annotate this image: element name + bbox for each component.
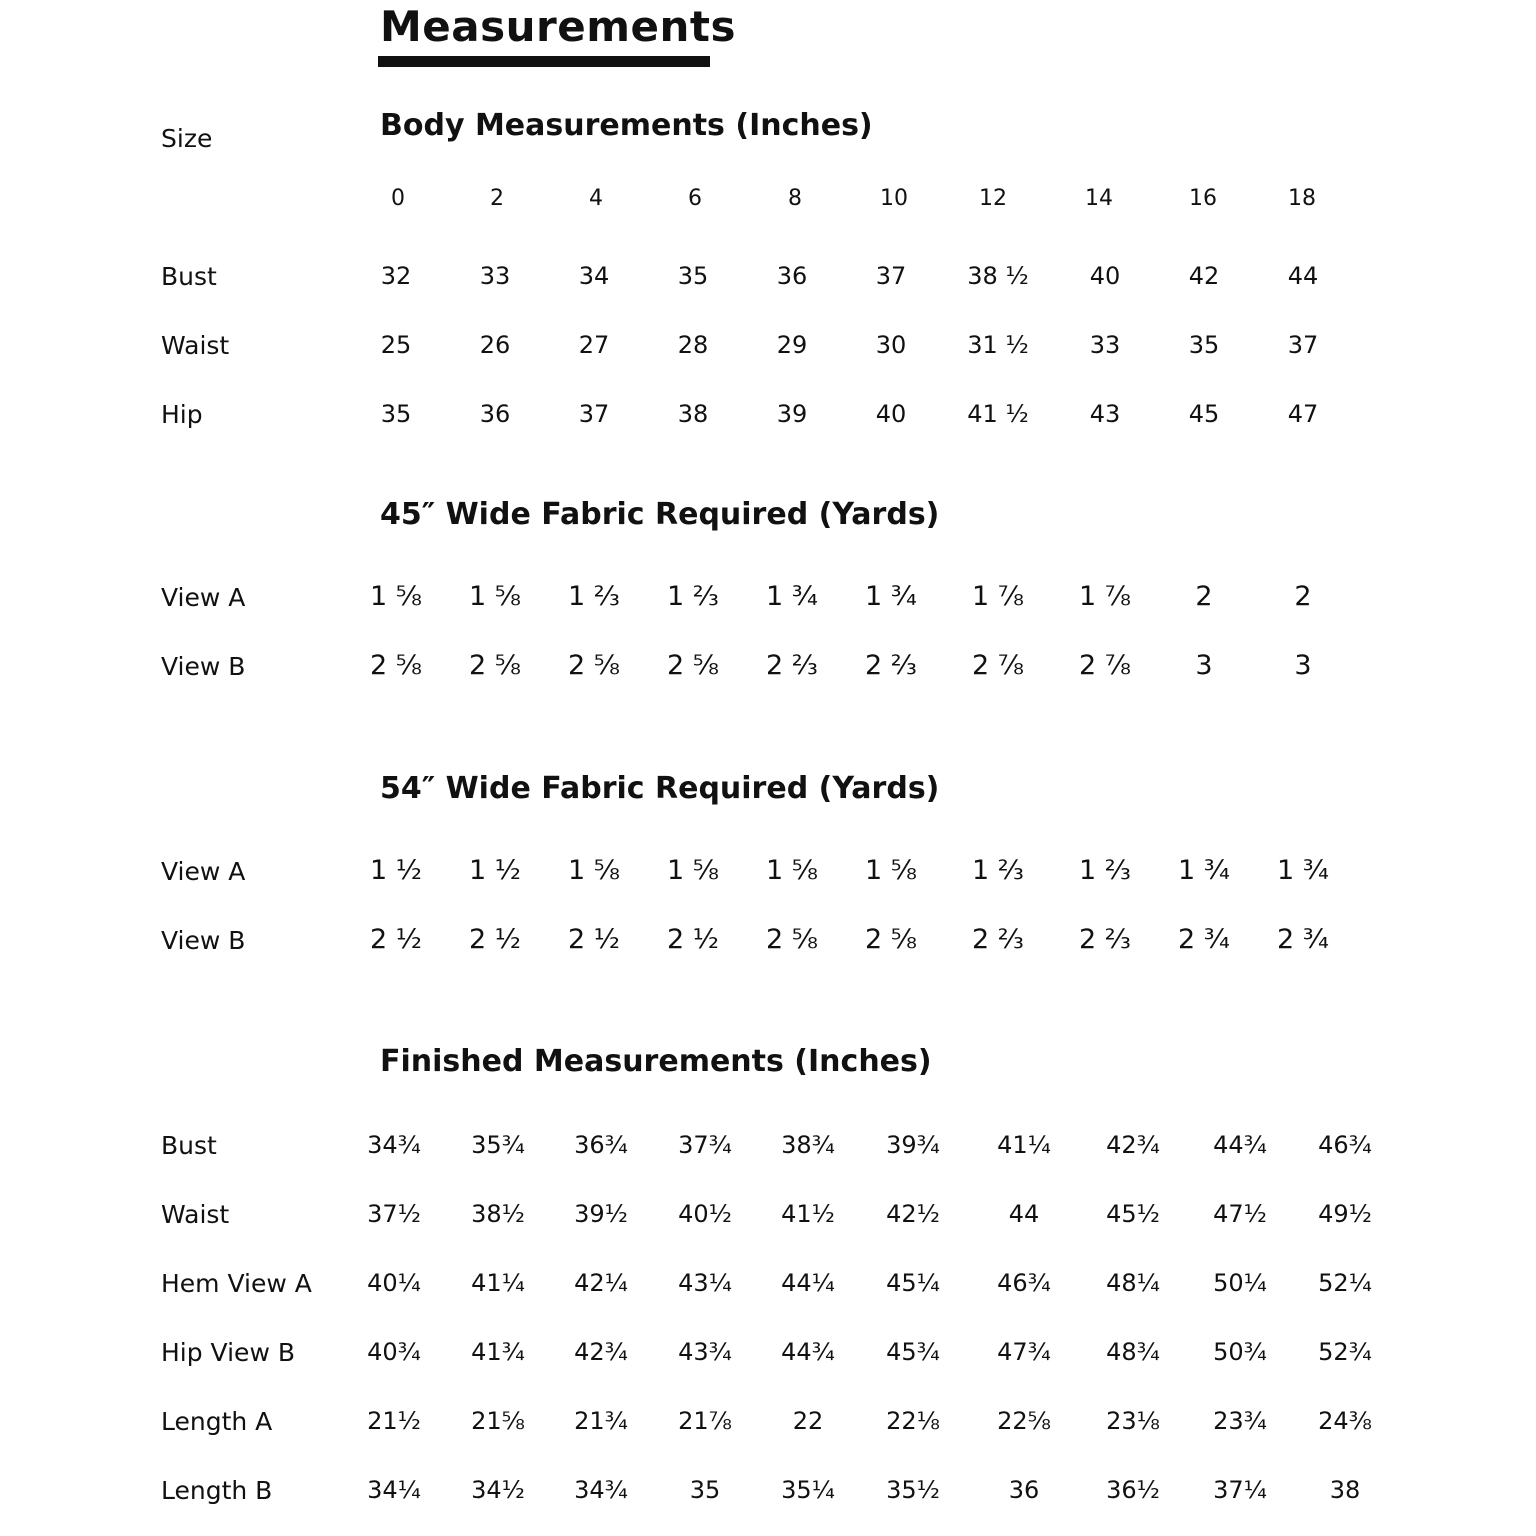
table-cell: 2 ½: [568, 924, 620, 955]
size-label: Size: [161, 124, 213, 153]
table-cell: 42¾: [574, 1338, 628, 1366]
table-cell: 1 ⅝: [766, 855, 818, 886]
table-cell: 1 ⅝: [667, 855, 719, 886]
size-header-cell: 0: [391, 186, 405, 211]
table-cell: 38: [677, 400, 709, 428]
table-cell: 39½: [574, 1200, 628, 1228]
page-title: Measurements: [380, 2, 736, 51]
table-cell: 40½: [678, 1200, 732, 1228]
table-cell: 35: [677, 262, 709, 290]
table-cell: 40¾: [367, 1338, 421, 1366]
table-cell: 2 ½: [667, 924, 719, 955]
table-cell: 1 ⅔: [1079, 855, 1131, 886]
section-heading: Body Measurements (Inches): [380, 108, 873, 143]
table-cell: 34½: [471, 1476, 525, 1504]
table-cell: 44¾: [1213, 1131, 1267, 1159]
table-cell: 36: [479, 400, 511, 428]
table-cell: 37: [1287, 331, 1319, 359]
table-cell: 1 ½: [469, 855, 521, 886]
table-cell: 21½: [367, 1407, 421, 1435]
table-cell: 1 ⅝: [865, 855, 917, 886]
table-cell: 1 ⅞: [972, 581, 1024, 612]
section-heading: Finished Measurements (Inches): [380, 1044, 932, 1079]
table-cell: 46¾: [1318, 1131, 1372, 1159]
table-cell: 1 ¾: [1277, 855, 1329, 886]
table-cell: 35¾: [471, 1131, 525, 1159]
table-cell: 45¾: [886, 1338, 940, 1366]
table-cell: 21⅞: [678, 1407, 732, 1435]
size-header-cell: 14: [1085, 186, 1113, 211]
table-cell: 21¾: [574, 1407, 628, 1435]
table-cell: 35½: [886, 1476, 940, 1504]
table-cell: 48¾: [1106, 1338, 1160, 1366]
table-cell: 26: [479, 331, 511, 359]
row-label: Hip View B: [161, 1338, 295, 1367]
table-cell: 36: [1008, 1476, 1040, 1504]
table-cell: 44¼: [781, 1269, 835, 1297]
table-cell: 34¾: [367, 1131, 421, 1159]
table-cell: 25: [380, 331, 412, 359]
table-cell: 2 ⅝: [766, 924, 818, 955]
table-cell: 2 ⅞: [972, 650, 1024, 681]
table-cell: 52¾: [1318, 1338, 1372, 1366]
table-cell: 38¾: [781, 1131, 835, 1159]
table-cell: 2 ½: [469, 924, 521, 955]
row-label: View A: [161, 583, 246, 612]
table-cell: 50¾: [1213, 1338, 1267, 1366]
table-cell: 37¼: [1213, 1476, 1267, 1504]
title-underline: [378, 56, 710, 67]
table-cell: 2 ⅝: [469, 650, 521, 681]
table-cell: 43¾: [678, 1338, 732, 1366]
table-cell: 1 ⅞: [1079, 581, 1131, 612]
table-cell: 46¾: [997, 1269, 1051, 1297]
table-cell: 37: [875, 262, 907, 290]
table-cell: 2 ¾: [1277, 924, 1329, 955]
table-cell: 38½: [471, 1200, 525, 1228]
table-cell: 35: [380, 400, 412, 428]
table-cell: 1 ¾: [766, 581, 818, 612]
table-cell: 50¼: [1213, 1269, 1267, 1297]
section-heading: 45″ Wide Fabric Required (Yards): [380, 497, 940, 532]
table-cell: 22: [792, 1407, 824, 1435]
section-heading: 54″ Wide Fabric Required (Yards): [380, 771, 940, 806]
table-cell: 43: [1089, 400, 1121, 428]
size-header-cell: 6: [688, 186, 702, 211]
table-cell: 33: [479, 262, 511, 290]
row-label: Length A: [161, 1407, 273, 1436]
table-cell: 23¾: [1213, 1407, 1267, 1435]
table-cell: 42¾: [1106, 1131, 1160, 1159]
row-label: Hem View A: [161, 1269, 312, 1298]
table-cell: 2 ⅝: [568, 650, 620, 681]
table-cell: 49½: [1318, 1200, 1372, 1228]
table-cell: 41¼: [997, 1131, 1051, 1159]
table-cell: 47¾: [997, 1338, 1051, 1366]
row-label: View B: [161, 926, 246, 955]
table-cell: 40: [1089, 262, 1121, 290]
table-cell: 44: [1008, 1200, 1040, 1228]
row-label: Waist: [161, 331, 230, 360]
table-cell: 2 ½: [370, 924, 422, 955]
table-cell: 37½: [367, 1200, 421, 1228]
table-cell: 34: [578, 262, 610, 290]
table-cell: 2 ⅞: [1079, 650, 1131, 681]
table-cell: 1 ⅝: [469, 581, 521, 612]
table-cell: 31 ½: [967, 331, 1029, 359]
table-cell: 41¾: [471, 1338, 525, 1366]
table-cell: 52¼: [1318, 1269, 1372, 1297]
table-cell: 35¼: [781, 1476, 835, 1504]
row-label: Hip: [161, 400, 203, 429]
table-cell: 41¼: [471, 1269, 525, 1297]
table-cell: 24⅜: [1318, 1407, 1372, 1435]
table-cell: 38 ½: [967, 262, 1029, 290]
table-cell: 2 ⅝: [667, 650, 719, 681]
table-cell: 2 ⅝: [865, 924, 917, 955]
size-header-cell: 18: [1288, 186, 1316, 211]
table-cell: 44: [1287, 262, 1319, 290]
table-cell: 1 ⅝: [568, 855, 620, 886]
table-cell: 48¼: [1106, 1269, 1160, 1297]
table-cell: 22⅛: [886, 1407, 940, 1435]
table-cell: 1 ⅝: [370, 581, 422, 612]
table-cell: 2: [1294, 581, 1312, 612]
table-cell: 44¾: [781, 1338, 835, 1366]
table-cell: 35: [689, 1476, 721, 1504]
table-cell: 34¼: [367, 1476, 421, 1504]
table-cell: 2 ⅔: [766, 650, 818, 681]
table-cell: 43¼: [678, 1269, 732, 1297]
size-header-cell: 2: [490, 186, 504, 211]
table-cell: 1 ⅔: [667, 581, 719, 612]
table-cell: 47½: [1213, 1200, 1267, 1228]
table-cell: 1 ⅔: [972, 855, 1024, 886]
table-cell: 1 ⅔: [568, 581, 620, 612]
size-header-cell: 16: [1189, 186, 1217, 211]
table-cell: 3: [1294, 650, 1312, 681]
table-cell: 45¼: [886, 1269, 940, 1297]
table-cell: 39¾: [886, 1131, 940, 1159]
table-cell: 2 ¾: [1178, 924, 1230, 955]
table-cell: 2 ⅔: [972, 924, 1024, 955]
table-cell: 35: [1188, 331, 1220, 359]
table-cell: 27: [578, 331, 610, 359]
table-cell: 2 ⅝: [370, 650, 422, 681]
table-cell: 45: [1188, 400, 1220, 428]
table-cell: 37¾: [678, 1131, 732, 1159]
row-label: Length B: [161, 1476, 273, 1505]
table-cell: 2 ⅔: [865, 650, 917, 681]
size-header-cell: 8: [788, 186, 802, 211]
table-cell: 36: [776, 262, 808, 290]
size-header-cell: 12: [979, 186, 1007, 211]
table-cell: 36½: [1106, 1476, 1160, 1504]
table-cell: 40¼: [367, 1269, 421, 1297]
table-cell: 41½: [781, 1200, 835, 1228]
table-cell: 39: [776, 400, 808, 428]
size-header-cell: 10: [880, 186, 908, 211]
row-label: View B: [161, 652, 246, 681]
table-cell: 42: [1188, 262, 1220, 290]
row-label: Waist: [161, 1200, 230, 1229]
table-cell: 1 ½: [370, 855, 422, 886]
table-cell: 42½: [886, 1200, 940, 1228]
table-cell: 22⅝: [997, 1407, 1051, 1435]
table-cell: 1 ¾: [865, 581, 917, 612]
table-cell: 23⅛: [1106, 1407, 1160, 1435]
table-cell: 2 ⅔: [1079, 924, 1131, 955]
table-cell: 21⅝: [471, 1407, 525, 1435]
table-cell: 32: [380, 262, 412, 290]
row-label: Bust: [161, 262, 217, 291]
table-cell: 42¼: [574, 1269, 628, 1297]
table-cell: 37: [578, 400, 610, 428]
table-cell: 41 ½: [967, 400, 1029, 428]
table-cell: 29: [776, 331, 808, 359]
table-cell: 40: [875, 400, 907, 428]
table-cell: 2: [1195, 581, 1213, 612]
table-cell: 28: [677, 331, 709, 359]
table-cell: 45½: [1106, 1200, 1160, 1228]
table-cell: 33: [1089, 331, 1121, 359]
table-cell: 1 ¾: [1178, 855, 1230, 886]
size-header-cell: 4: [589, 186, 603, 211]
table-cell: 30: [875, 331, 907, 359]
table-cell: 34¾: [574, 1476, 628, 1504]
table-cell: 47: [1287, 400, 1319, 428]
table-cell: 3: [1195, 650, 1213, 681]
row-label: View A: [161, 857, 246, 886]
table-cell: 38: [1329, 1476, 1361, 1504]
row-label: Bust: [161, 1131, 217, 1160]
table-cell: 36¾: [574, 1131, 628, 1159]
